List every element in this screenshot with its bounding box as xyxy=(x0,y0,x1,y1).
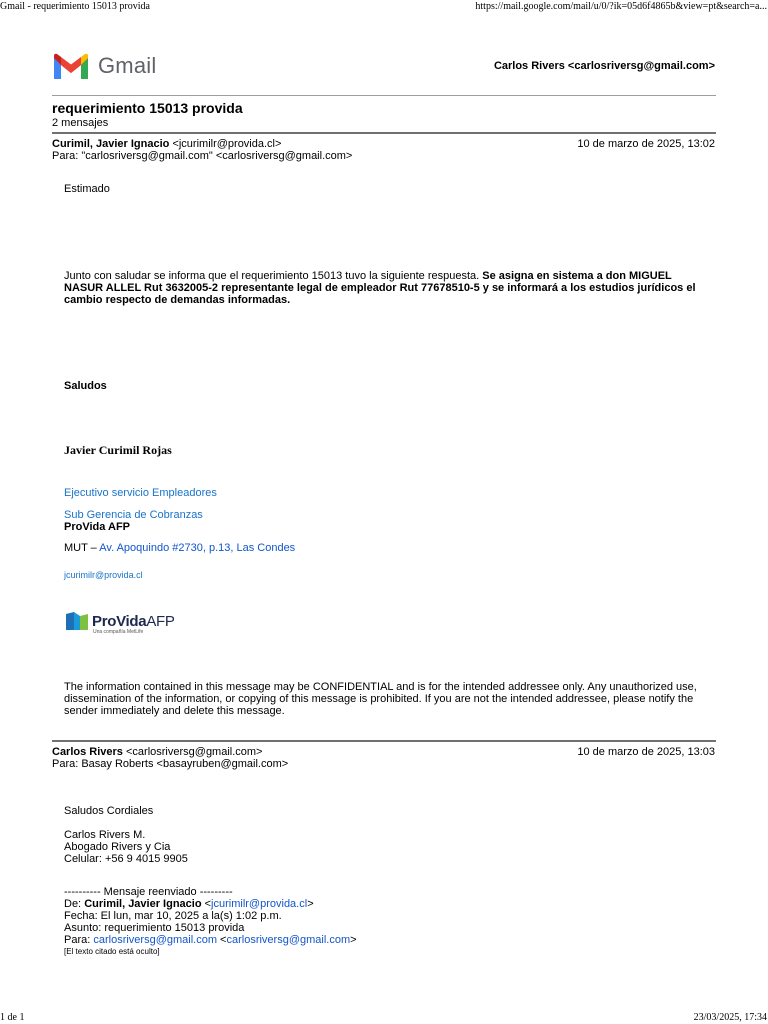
greeting: Estimado xyxy=(64,183,110,195)
message-body xyxy=(64,270,704,306)
forward-from-email-link[interactable]: jcurimilr@provida.cl xyxy=(211,898,308,910)
sender-email: <carlosriversg@gmail.com> xyxy=(126,746,263,758)
provida-logo xyxy=(66,612,175,635)
signature-name: Javier Curimil Rojas xyxy=(64,443,172,457)
message-sender xyxy=(52,746,263,758)
message-date: 10 de marzo de 2025, 13:02 xyxy=(577,138,715,150)
body-plain-text: Junto con saludar se informa que el requerimiento 15013 tuvo la siguiente respuesta. xyxy=(64,270,483,282)
provida-tagline: Una compañía MetLife xyxy=(93,629,144,635)
account-email: Carlos Rivers <carlosriversg@gmail.com> xyxy=(493,60,715,72)
forward-to: Para: carlosriversg@gmail.com <carlosriversg@gmail.com> xyxy=(64,934,357,946)
forward-to-email-link[interactable]: carlosriversg@gmail.com xyxy=(93,934,217,946)
greeting: Saludos Cordiales xyxy=(64,805,154,817)
closing: Saludos xyxy=(64,380,107,392)
signature-role: Ejecutivo servicio Empleadores xyxy=(64,487,217,499)
gmail-m-icon xyxy=(52,52,90,80)
sender-name: Carlos Rivers xyxy=(52,746,123,758)
forward-date: Fecha: El lun, mar 10, 2025 a la(s) 1:02 p.m. xyxy=(64,910,282,922)
sender-name: Curimil, Javier Ignacio xyxy=(52,138,170,150)
gmail-logo xyxy=(52,52,156,80)
provida-wordmark: ProVidaAFP xyxy=(92,612,175,630)
print-footer-page: 1 de 1 xyxy=(0,1012,25,1023)
confidentiality-disclaimer: The information contained in this message may be CONFIDENTIAL and is for the intended addressee only. Any unauthorized use, dissemination of the information, or copying of this message is prohibited. If you are not the intended addressee, please notify the sender immediately and delete this message. xyxy=(64,681,697,717)
signature-line: Abogado Rivers y Cia xyxy=(64,841,171,853)
forward-from-name: Curimil, Javier Ignacio xyxy=(84,898,202,910)
message-date: 10 de marzo de 2025, 13:03 xyxy=(577,746,715,758)
forward-from: De: Curimil, Javier Ignacio <jcurimilr@provida.cl> xyxy=(64,898,314,910)
quoted-text-hidden-note[interactable]: [El texto citado está oculto] xyxy=(64,947,160,956)
header-divider xyxy=(52,95,716,96)
thread-subject: requerimiento 15013 provida xyxy=(52,100,243,116)
thread-message-count: 2 mensajes xyxy=(52,117,109,129)
provida-mark-icon xyxy=(66,612,88,630)
print-header-title: Gmail - requerimiento 15013 provida xyxy=(0,1,150,12)
signature-address xyxy=(64,542,295,554)
signature-email-link[interactable]: jcurimilr@provida.cl xyxy=(64,570,143,580)
signature-department: Sub Gerencia de Cobranzas xyxy=(64,509,203,521)
print-header-url: https://mail.google.com/mail/u/0/?ik=05d6f4865b&view=pt&search=a... xyxy=(475,1,767,12)
forward-to-email-link[interactable]: carlosriversg@gmail.com xyxy=(226,934,351,946)
forward-subject: Asunto: requerimiento 15013 provida xyxy=(64,922,245,934)
message-divider xyxy=(52,132,716,134)
signature-line: Celular: +56 9 4015 9905 xyxy=(64,853,188,865)
address-link[interactable]: Av. Apoquindo #2730, p.13, Las Condes xyxy=(99,542,296,554)
signature-company: ProVida AFP xyxy=(64,521,131,533)
message-sender xyxy=(52,138,281,150)
address-prefix: MUT – xyxy=(64,542,100,554)
body-bold-text: Se asigna en sistema a don MIGUEL NASUR ALLEL Rut 3632005-2 representante legal de empleador Rut 77678510-5 y se informará a los estudios jurídicos el cambio respecto de demandas informadas. xyxy=(64,270,696,306)
forward-separator: ---------- Mensaje reenviado --------- xyxy=(64,886,233,898)
message-recipients: Para: "carlosriversg@gmail.com" <carlosriversg@gmail.com> xyxy=(52,150,353,162)
message-recipients: Para: Basay Roberts <basayruben@gmail.com> xyxy=(52,758,289,770)
sender-email: <jcurimilr@provida.cl> xyxy=(172,138,282,150)
print-footer-date: 23/03/2025, 17:34 xyxy=(693,1012,767,1023)
gmail-wordmark: Gmail xyxy=(98,53,157,78)
signature-line: Carlos Rivers M. xyxy=(64,829,146,841)
message-divider xyxy=(52,740,716,742)
